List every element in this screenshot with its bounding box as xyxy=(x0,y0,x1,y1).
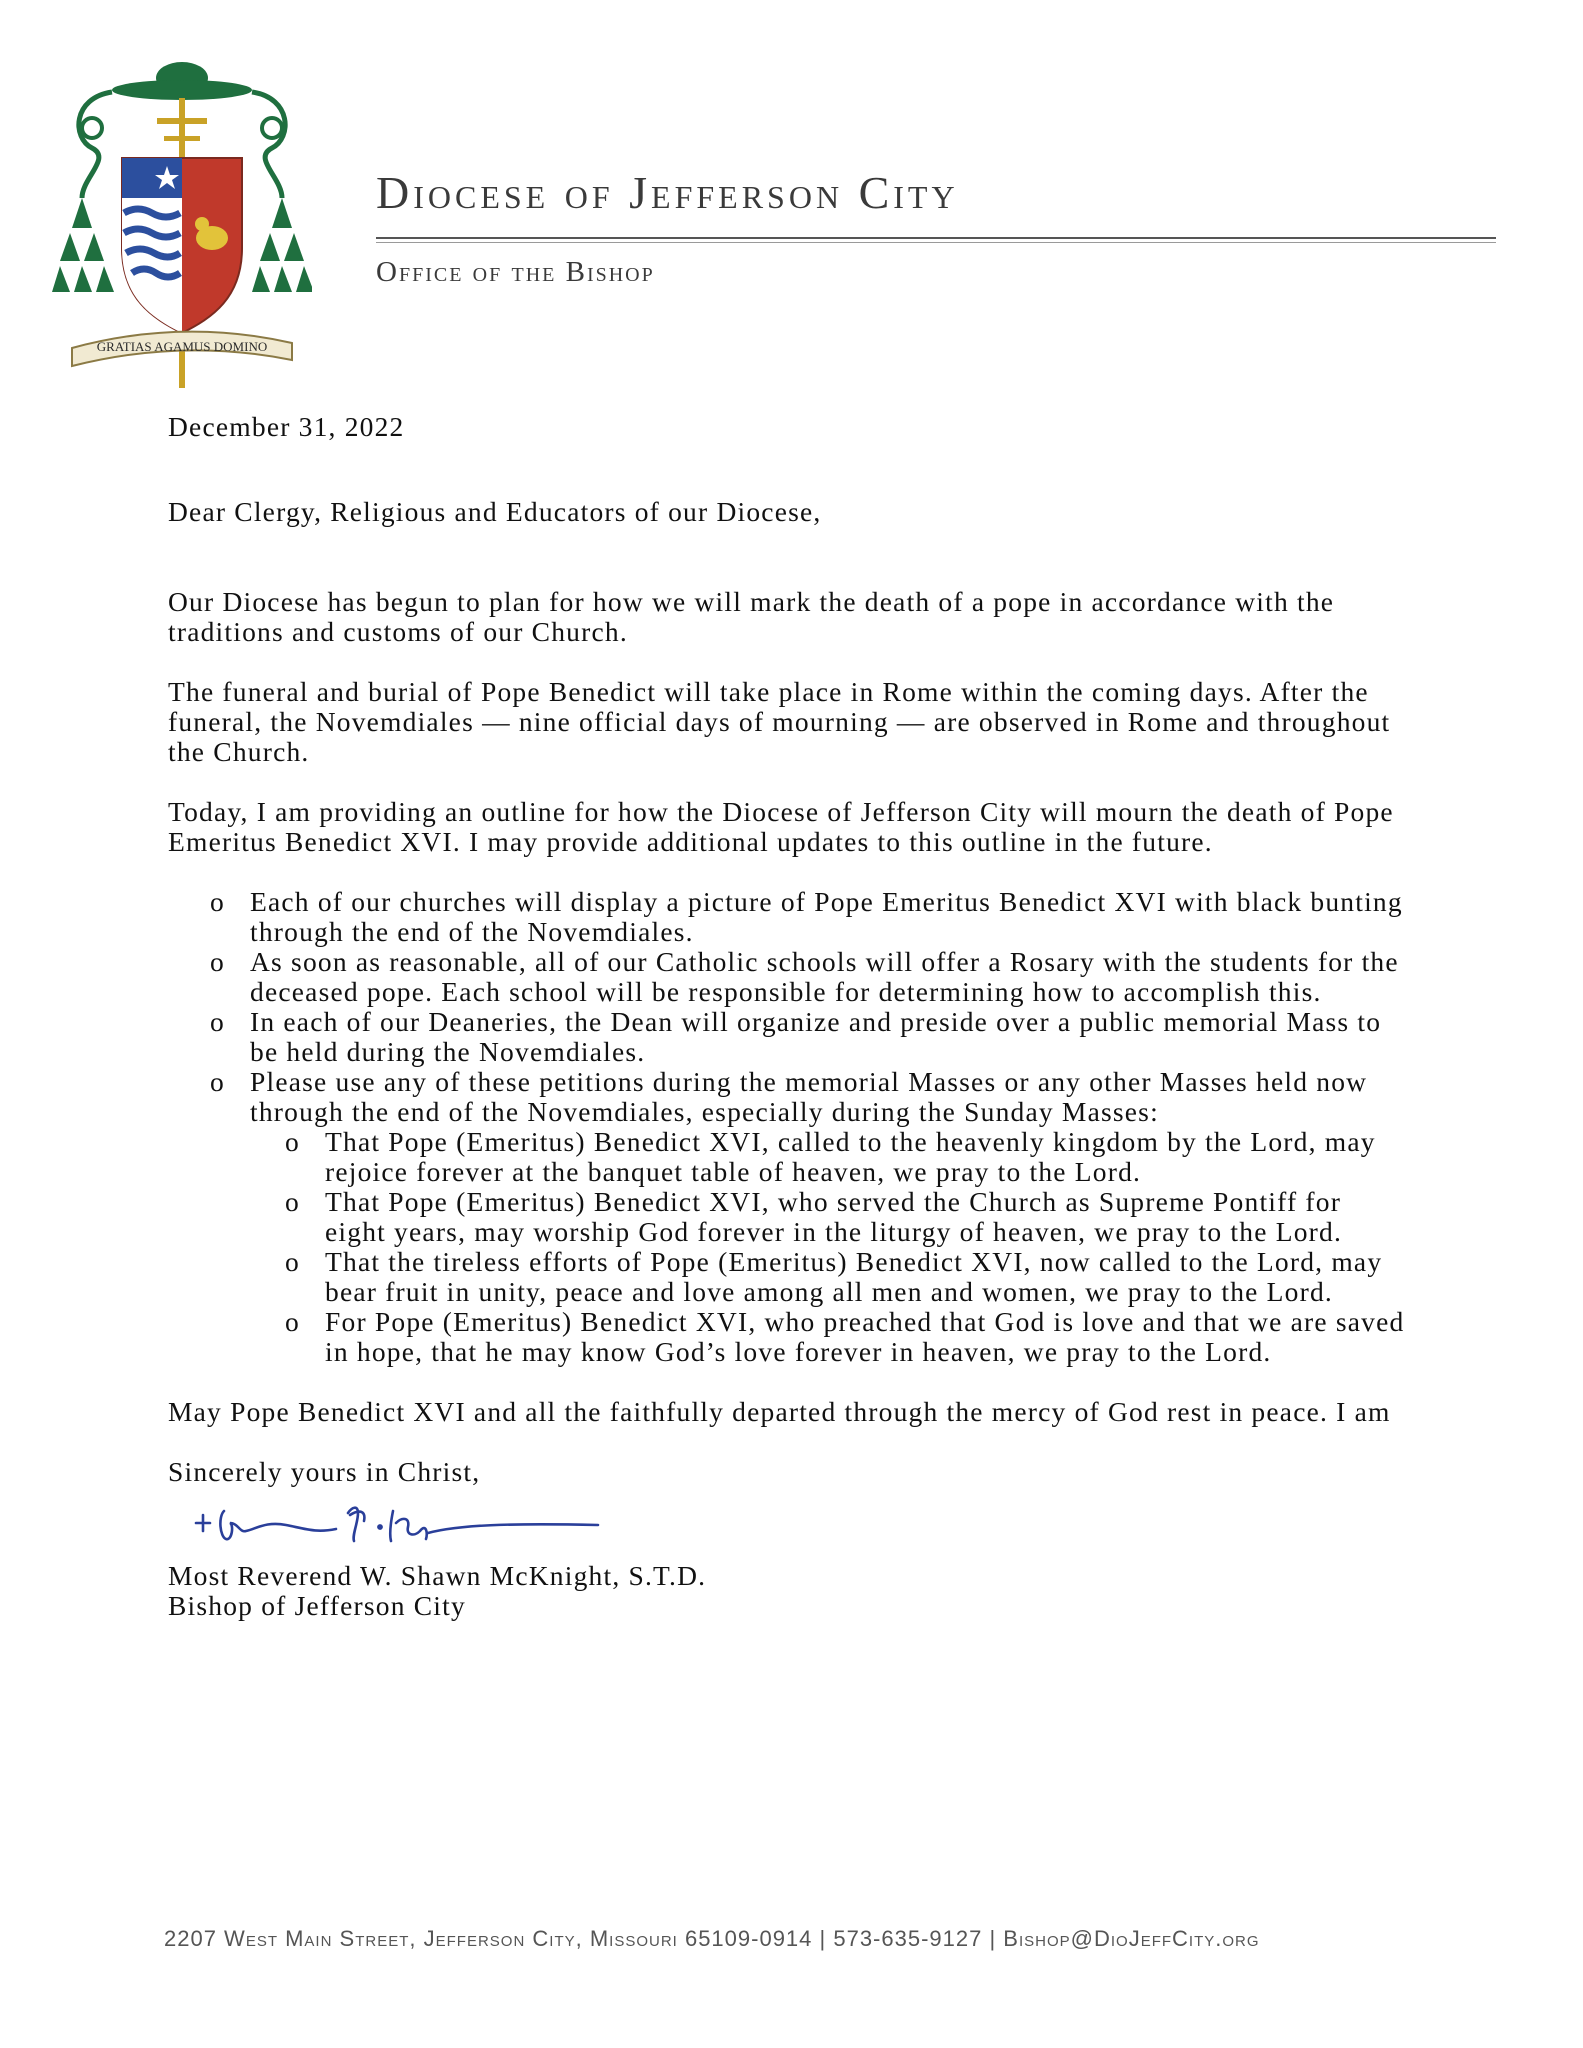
list-item xyxy=(210,1066,1408,1367)
petition-item xyxy=(285,1246,1408,1307)
list-item-text: As soon as reasonable, all of our Catholic schools will offer a Rosary with the students for the deceased pope. Each school will be responsible for determining how to accomplish this. xyxy=(250,946,1399,1007)
petition-text: That Pope (Emeritus) Benedict XVI, called to the heavenly kingdom by the Lord, may rejoice forever at the banquet table of heaven, we pray to the Lord. xyxy=(325,1126,1376,1187)
bullet-marker: o xyxy=(285,1186,300,1217)
coat-of-arms-logo xyxy=(52,48,312,398)
handwritten-signature xyxy=(188,1493,608,1557)
list-item-text: Each of our churches will display a picture of Pope Emeritus Benedict XVI with black bunting through the end of the Novemdiales. xyxy=(250,886,1403,947)
list-item-text: In each of our Deaneries, the Dean will organize and preside over a public memorial Mass to be held during the Novemdiales. xyxy=(250,1006,1382,1067)
paragraph: Our Diocese has begun to plan for how we will mark the death of a pope in accordance with the traditions and customs of our Church. xyxy=(168,586,1335,647)
footer-address: 2207 West Main Street, Jefferson City, Missouri 65109-0914 | 573-635-9127 | Bishop@DioJeffCity.org xyxy=(164,1926,1260,1951)
list-item xyxy=(210,1006,1408,1067)
petition-item xyxy=(285,1306,1408,1367)
bullet-marker: o xyxy=(285,1246,300,1277)
crest-motto: GRATIAS AGAMUS DOMINO xyxy=(96,339,268,354)
petition-text: That Pope (Emeritus) Benedict XVI, who served the Church as Supreme Pontiff for eight years, may worship God forever in the liturgy of heaven, we pray to the Lord. xyxy=(325,1186,1343,1247)
letter-closing: Sincerely yours in Christ, xyxy=(168,1456,481,1487)
letter-body xyxy=(168,412,1408,1621)
petition-item xyxy=(285,1186,1408,1247)
bullet-marker: o xyxy=(210,946,225,977)
bullet-marker: o xyxy=(210,1066,225,1097)
signer-title: Bishop of Jefferson City xyxy=(168,1590,466,1621)
letterhead-title: Diocese of Jefferson City xyxy=(376,167,959,218)
signer-name: Most Reverend W. Shawn McKnight, S.T.D. xyxy=(168,1560,707,1591)
bullet-marker: o xyxy=(285,1126,300,1157)
petitions-list xyxy=(250,1127,1408,1367)
petition-text: That the tireless efforts of Pope (Emeritus) Benedict XVI, now called to the Lord, may bear fruit in unity, peace and love among all men and women, we pray to the Lord. xyxy=(325,1246,1383,1307)
paragraph: The funeral and burial of Pope Benedict will take place in Rome within the coming days. After the funeral, the Novemdiales — nine official days of mourning — are observed in Rome and throughout the Church. xyxy=(168,676,1391,767)
closing-paragraph: May Pope Benedict XVI and all the faithfully departed through the mercy of God rest in peace. I am xyxy=(168,1396,1391,1427)
letter-salutation: Dear Clergy, Religious and Educators of our Diocese, xyxy=(168,496,822,527)
letterhead-divider-thin xyxy=(376,242,1496,243)
bullet-marker: o xyxy=(210,886,225,917)
petition-item xyxy=(285,1126,1408,1187)
letterhead-subtitle: Office of the Bishop xyxy=(376,256,655,288)
bullet-marker: o xyxy=(210,1006,225,1037)
petition-text: For Pope (Emeritus) Benedict XVI, who preached that God is love and that we are saved in hope, that he may know God’s love forever in heaven, we pray to the Lord. xyxy=(325,1306,1405,1367)
list-item xyxy=(210,886,1408,947)
letter-date: December 31, 2022 xyxy=(168,411,405,442)
outline-list xyxy=(168,887,1408,1367)
letterhead-divider xyxy=(376,237,1496,239)
list-item xyxy=(210,946,1408,1007)
bullet-marker: o xyxy=(285,1306,300,1337)
paragraph: Today, I am providing an outline for how the Diocese of Jefferson City will mourn the death of Pope Emeritus Benedict XVI. I may provide additional updates to this outline in the future. xyxy=(168,796,1394,857)
list-item-text: Please use any of these petitions during the memorial Masses or any other Masses held now through the end of the Novemdiales, especially during the Sunday Masses: xyxy=(250,1066,1368,1127)
